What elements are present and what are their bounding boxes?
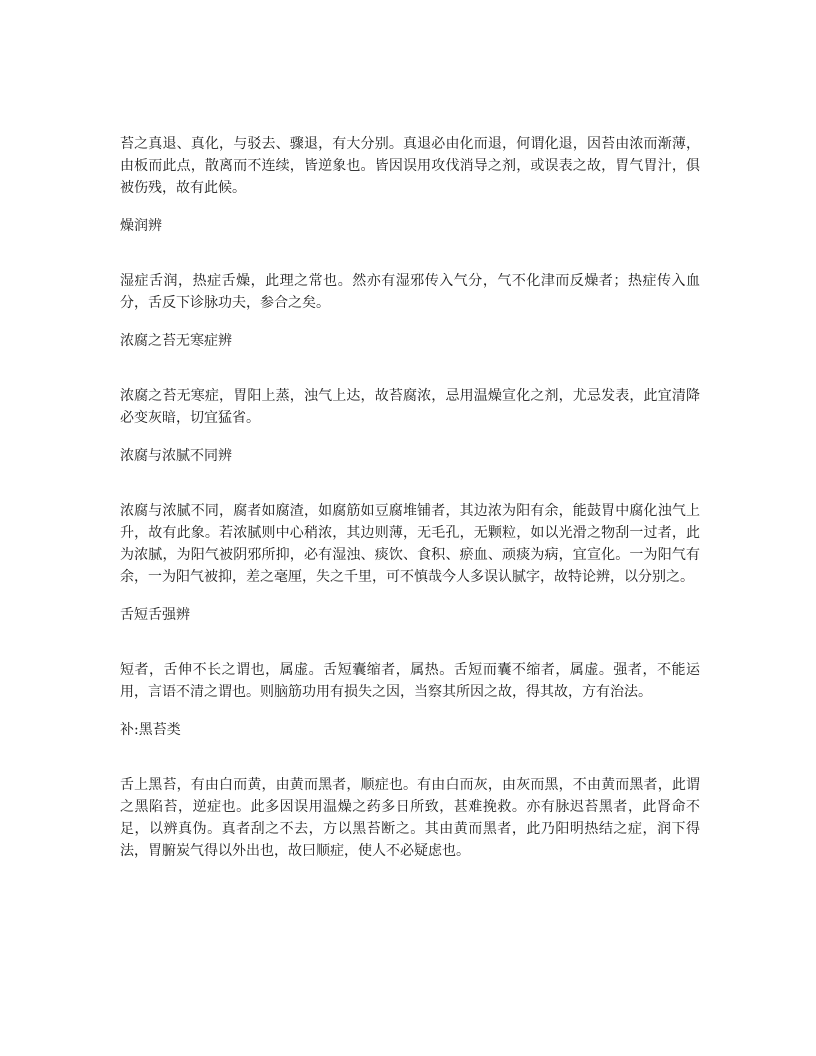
document-page	[120, 133, 700, 862]
intro-paragraph: 苔之真退、真化，与驳去、骤退，有大分别。真退必由化而退，何谓化退，因苔由浓而渐薄，由板而此点，散离而不连续，皆逆象也。皆因误用攻伐消导之剂，或误表之故，胃气胃汁，俱被伤残，故有此候。	[120, 136, 700, 196]
section-heading-dryness: 燥润辨	[120, 218, 162, 234]
section-heading-rotten-vs-greasy: 浓腐与浓腻不同辨	[120, 448, 232, 464]
section-heading-thick-coating: 浓腐之苔无寒症辨	[120, 333, 232, 349]
section-body-black-coating: 舌上黑苔，有由白而黄，由黄而黑者，顺症也。有由白而灰，由灰而黑，不由黄而黑者，此谓之黑陷苔，逆症也。此多因误用温燥之药多日所致，甚难挽救。亦有脉迟苔黑者，此肾命不足，以辨真伪。真者刮之不去，方以黑苔断之。其由黄而黑者，此乃阳明热结之症，润下得法，胃腑炭气得以外出也，故曰顺症，使人不必疑虑也。	[120, 777, 700, 859]
section-heading-black-coating: 补:黑苔类	[120, 722, 181, 738]
section-body-short-stiff-tongue: 短者，舌伸不长之谓也，属虚。舌短囊缩者，属热。舌短而囊不缩者，属虚。强者，不能运用，言语不清之谓也。则脑筋功用有损失之因，当察其所因之故，得其故，方有治法。	[120, 662, 700, 700]
section-body-rotten-vs-greasy: 浓腐与浓腻不同，腐者如腐渣，如腐筋如豆腐堆铺者，其边浓为阳有余，能鼓胃中腐化浊气上升，故有此象。若浓腻则中心稍浓，其边则薄，无毛孔，无颗粒，如以光滑之物刮一过者，此为浓腻，为阳气被阴邪所抑，必有湿浊、痰饮、食积、瘀血、顽痰为病，宜宣化。一为阳气有余，一为阳气被抑，差之毫厘，失之千里，可不慎哉今人多误认腻字，故特论辨，以分别之。	[120, 503, 700, 585]
section-body-thick-coating: 浓腐之苔无寒症，胃阳上蒸，浊气上达，故苔腐浓，忌用温燥宣化之剂，尤忌发表，此宜清降必变灰暗，切宜猛省。	[120, 388, 700, 426]
section-body-dryness: 湿症舌润，热症舌燥，此理之常也。然亦有湿邪传入气分，气不化津而反燥者；热症传入血分，舌反下诊脉功夫，参合之矣。	[120, 273, 700, 311]
section-heading-short-stiff-tongue: 舌短舌强辨	[120, 607, 190, 623]
